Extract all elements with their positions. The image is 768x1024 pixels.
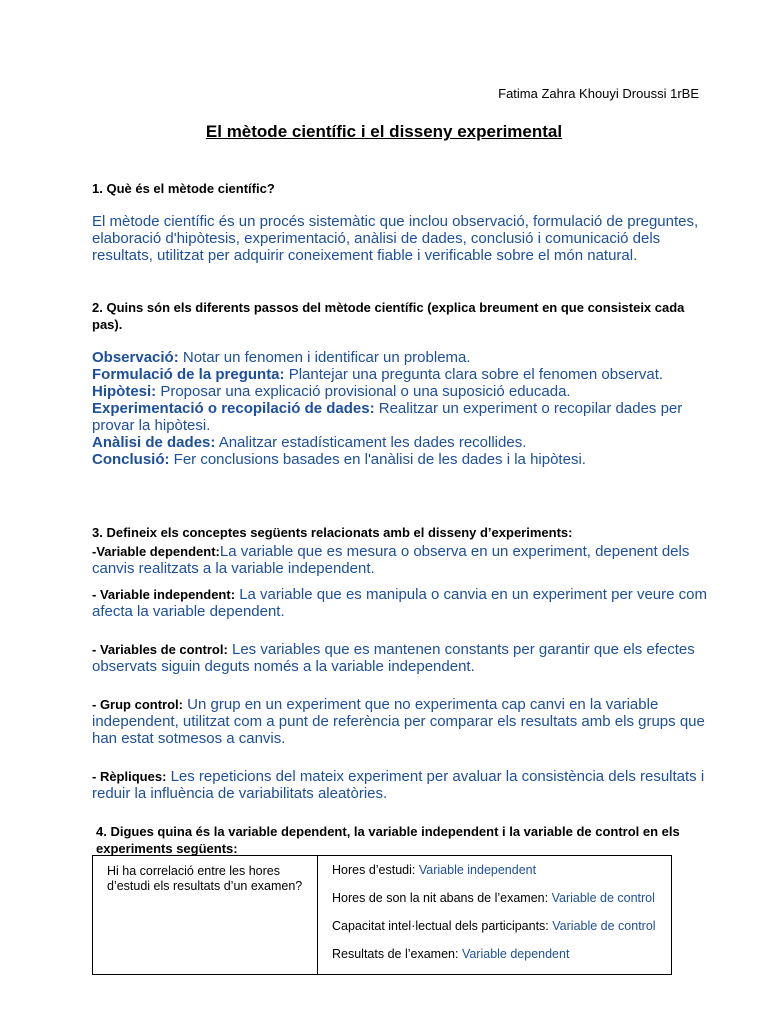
- question-4: 4. Digues quina és la variable dependent, la variable independent i la variable de control en els experiments següents:: [96, 824, 680, 856]
- variable-value: Variable dependent: [461, 947, 570, 961]
- step-term: Hipòtesi:: [92, 383, 157, 400]
- question-2: 2. Quins són els diferents passos del mètode científic (explica breument en que consisteix cada pas).: [92, 300, 685, 332]
- answer-1: El mètode científic és un procés sistemàtic que inclou observació, formulació de preguntes, elaboració d'hipòtesis, experimentació, anàlisi de dades, conclusió i comunicació dels resultats, utilitzat per adquirir coneixement fiable i verificable sobre el món natural.: [92, 213, 699, 264]
- definition-text: La variable que es mesura o observa en un experiment, depenent dels canvis realitzats a la variable independent.: [92, 543, 690, 577]
- step-term: Conclusió:: [92, 451, 170, 468]
- variable-row: [332, 862, 671, 890]
- experiment-question-cell: Hi ha correlació entre les hores d’estudi els resultats d’un examen?: [93, 856, 318, 975]
- step-text: Realitzar un experiment o recopilar dades per provar la hipòtesi.: [92, 400, 683, 434]
- variable-row: [332, 890, 671, 918]
- variable-row: [332, 946, 671, 974]
- author-line: Fatima Zahra Khouyi Droussi 1rBE: [498, 86, 699, 101]
- definition-label: - Rèpliques:: [92, 769, 167, 784]
- definition-text: La variable que es manipula o canvia en un experiment per veure com afecta la variable dependent.: [92, 586, 707, 620]
- variable-row: [332, 918, 671, 946]
- definition-independent: [92, 586, 712, 620]
- variable-label: Hores d’estudi:: [332, 863, 416, 877]
- step-text: Proposar una explicació provisional o una suposició educada.: [156, 383, 571, 400]
- variable-label: Capacitat intel·lectual dels participants:: [332, 919, 549, 933]
- steps-list: [92, 349, 712, 468]
- step-item: [92, 400, 712, 434]
- step-text: Analitzar estadísticament les dades recollides.: [215, 434, 527, 451]
- variable-value: Variable de control: [551, 891, 655, 905]
- variable-value: Variable independent: [418, 863, 537, 877]
- question-1: 1. Què és el mètode científic?: [92, 181, 275, 196]
- step-item: [92, 383, 712, 400]
- definition-control-variables: [92, 641, 712, 675]
- variable-label: Hores de son la nit abans de l’examen:: [332, 891, 549, 905]
- definition-dependent: [92, 543, 712, 577]
- step-text: Fer conclusions basades en l'anàlisi de les dades i la hipòtesi.: [169, 451, 586, 468]
- step-text: Notar un fenomen i identificar un problema.: [178, 349, 471, 366]
- definition-control-group: [92, 696, 712, 747]
- definition-label: - Grup control:: [92, 697, 183, 712]
- step-term: Formulació de la pregunta:: [92, 366, 285, 383]
- definition-label: - Variables de control:: [92, 642, 228, 657]
- definition-replicas: [92, 768, 712, 802]
- definition-text: Les variables que es mantenen constants per garantir que els efectes observats siguin deguts només a la variable independent.: [92, 641, 695, 675]
- experiment-table: [92, 855, 672, 975]
- step-item: [92, 349, 712, 366]
- step-item: [92, 434, 712, 451]
- definition-text: Les repeticions del mateix experiment per avaluar la consistència dels resultats i reduir la influència de variabilitats aleatòries.: [92, 768, 705, 802]
- step-item: [92, 451, 712, 468]
- question-3: 3. Defineix els conceptes següents relacionats amb el disseny d’experiments:: [92, 525, 573, 540]
- variables-cell: [318, 856, 672, 975]
- document-title: El mètode científic i el disseny experimental: [205, 122, 563, 141]
- definition-text: Un grup en un experiment que no experimenta cap canvi en la variable independent, utilitzat com a punt de referència per comparar els resultats amb els grups que han estat sotmesos a canvis.: [92, 696, 705, 747]
- step-item: [92, 366, 712, 383]
- step-term: Experimentació o recopilació de dades:: [92, 400, 375, 417]
- step-text: Plantejar una pregunta clara sobre el fenomen observat.: [284, 366, 664, 383]
- step-term: Observació:: [92, 349, 179, 366]
- variable-label: Resultats de l’examen:: [332, 947, 459, 961]
- variable-value: Variable de control: [552, 919, 656, 933]
- step-term: Anàlisi de dades:: [92, 434, 216, 451]
- definition-label: - Variable independent:: [92, 587, 236, 602]
- definition-label: -Variable dependent:: [92, 544, 220, 559]
